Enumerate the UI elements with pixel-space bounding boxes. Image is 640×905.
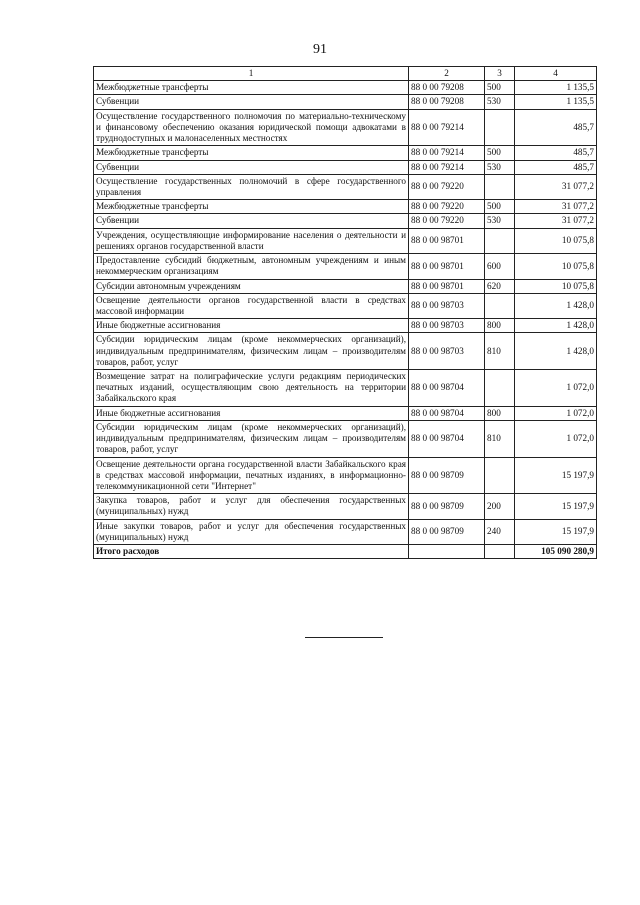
- total-code-cell: [409, 545, 485, 559]
- table-row: [94, 519, 597, 544]
- column-header-type: 3: [485, 67, 515, 81]
- row-code: 88 0 00 79214: [409, 109, 485, 146]
- row-code: 88 0 00 98701: [409, 279, 485, 293]
- row-type: 810: [485, 333, 515, 370]
- table-row: [94, 109, 597, 146]
- row-sum: 485,7: [515, 109, 597, 146]
- row-sum: 1 072,0: [515, 370, 597, 407]
- row-type: [485, 370, 515, 407]
- row-name: Иные бюджетные ассигнования: [94, 319, 409, 333]
- row-code: 88 0 00 98709: [409, 457, 485, 494]
- row-code: 88 0 00 79214: [409, 160, 485, 174]
- row-code: 88 0 00 98701: [409, 254, 485, 279]
- row-code: 88 0 00 79220: [409, 214, 485, 228]
- table-row: [94, 81, 597, 95]
- row-code: 88 0 00 98704: [409, 420, 485, 457]
- row-type: 620: [485, 279, 515, 293]
- row-name: Учреждения, осуществляющие информирование населения о деятельности и решениях органов государственной власти: [94, 228, 409, 253]
- row-code: 88 0 00 98704: [409, 406, 485, 420]
- row-name: Субсидии юридическим лицам (кроме некоммерческих организаций), индивидуальным предпринимателям, физическим лицам – производителям товаров, работ, услуг: [94, 420, 409, 457]
- closing-line: [305, 637, 383, 638]
- row-code: 88 0 00 79208: [409, 95, 485, 109]
- row-name: Предоставление субсидий бюджетным, автономным учреждениям и иным некоммерческим организациям: [94, 254, 409, 279]
- row-name: Осуществление государственных полномочий в сфере государственного управления: [94, 174, 409, 199]
- row-type: 200: [485, 494, 515, 519]
- row-name: Субвенции: [94, 214, 409, 228]
- table-row: [94, 254, 597, 279]
- row-type: [485, 109, 515, 146]
- table-row: [94, 293, 597, 318]
- row-code: 88 0 00 98703: [409, 319, 485, 333]
- row-sum: 10 075,8: [515, 228, 597, 253]
- row-type: 530: [485, 214, 515, 228]
- row-type: 530: [485, 160, 515, 174]
- row-code: 88 0 00 79220: [409, 174, 485, 199]
- row-sum: 15 197,9: [515, 494, 597, 519]
- total-type-cell: [485, 545, 515, 559]
- row-code: 88 0 00 98703: [409, 333, 485, 370]
- row-type: [485, 293, 515, 318]
- row-type: 500: [485, 81, 515, 95]
- table-row: [94, 160, 597, 174]
- row-code: 88 0 00 79214: [409, 146, 485, 160]
- page-number: 91: [313, 42, 327, 57]
- row-sum: 485,7: [515, 146, 597, 160]
- row-name: Субвенции: [94, 95, 409, 109]
- row-code: 88 0 00 98709: [409, 519, 485, 544]
- row-sum: 1 072,0: [515, 420, 597, 457]
- row-type: 500: [485, 200, 515, 214]
- row-sum: 31 077,2: [515, 200, 597, 214]
- total-sum: 105 090 280,9: [515, 545, 597, 559]
- table-header-row: [94, 67, 597, 81]
- table-row: [94, 174, 597, 199]
- row-name: Иные закупки товаров, работ и услуг для обеспечения государственных (муниципальных) нужд: [94, 519, 409, 544]
- table-row: [94, 279, 597, 293]
- table-row: [94, 214, 597, 228]
- table-row: [94, 457, 597, 494]
- table-row: [94, 95, 597, 109]
- table-row: [94, 319, 597, 333]
- row-name: Возмещение затрат на полиграфические услуги редакциям периодических печатных изданий, осуществляющим свою деятельность на территории Забайкальского края: [94, 370, 409, 407]
- row-sum: 15 197,9: [515, 519, 597, 544]
- budget-expenses-table: [93, 66, 597, 559]
- row-type: [485, 174, 515, 199]
- row-sum: 1 428,0: [515, 293, 597, 318]
- row-sum: 1 135,5: [515, 81, 597, 95]
- table-row: [94, 200, 597, 214]
- row-type: 600: [485, 254, 515, 279]
- column-header-code: 2: [409, 67, 485, 81]
- row-type: 810: [485, 420, 515, 457]
- total-label: Итого расходов: [94, 545, 409, 559]
- row-sum: 1 428,0: [515, 319, 597, 333]
- row-code: 88 0 00 79220: [409, 200, 485, 214]
- row-name: Осуществление государственного полномочия по материально-техническому и финансовому обеспечению оказания юридической помощи адвокатами в труднодоступных и малонаселенных местностях: [94, 109, 409, 146]
- row-code: 88 0 00 98704: [409, 370, 485, 407]
- row-name: Иные бюджетные ассигнования: [94, 406, 409, 420]
- row-sum: 31 077,2: [515, 174, 597, 199]
- row-type: 530: [485, 95, 515, 109]
- table-row: [94, 370, 597, 407]
- row-sum: 15 197,9: [515, 457, 597, 494]
- row-sum: 31 077,2: [515, 214, 597, 228]
- row-name: Освещение деятельности органа государственной власти Забайкальского края в средствах массовой информации, печатных изданиях, в информационно-телекоммуникационной сети "Интернет": [94, 457, 409, 494]
- row-name: Закупка товаров, работ и услуг для обеспечения государственных (муниципальных) нужд: [94, 494, 409, 519]
- row-sum: 10 075,8: [515, 254, 597, 279]
- row-code: 88 0 00 98701: [409, 228, 485, 253]
- row-name: Освещение деятельности органов государственной власти в средствах массовой информации: [94, 293, 409, 318]
- table-row: [94, 228, 597, 253]
- row-code: 88 0 00 98703: [409, 293, 485, 318]
- row-type: 500: [485, 146, 515, 160]
- row-code: 88 0 00 79208: [409, 81, 485, 95]
- row-type: 240: [485, 519, 515, 544]
- row-name: Субсидии юридическим лицам (кроме некоммерческих организаций), индивидуальным предпринимателям, физическим лицам – производителям товаров, работ, услуг: [94, 333, 409, 370]
- total-row: [94, 545, 597, 559]
- row-type: 800: [485, 319, 515, 333]
- row-type: [485, 228, 515, 253]
- table-row: [94, 494, 597, 519]
- row-sum: 1 072,0: [515, 406, 597, 420]
- table-row: [94, 333, 597, 370]
- row-name: Субсидии автономным учреждениям: [94, 279, 409, 293]
- table-row: [94, 146, 597, 160]
- row-name: Межбюджетные трансферты: [94, 146, 409, 160]
- row-sum: 1 135,5: [515, 95, 597, 109]
- row-sum: 10 075,8: [515, 279, 597, 293]
- row-type: 800: [485, 406, 515, 420]
- row-type: [485, 457, 515, 494]
- row-name: Межбюджетные трансферты: [94, 81, 409, 95]
- table-row: [94, 420, 597, 457]
- column-header-name: 1: [94, 67, 409, 81]
- row-sum: 1 428,0: [515, 333, 597, 370]
- row-name: Субвенции: [94, 160, 409, 174]
- row-code: 88 0 00 98709: [409, 494, 485, 519]
- row-name: Межбюджетные трансферты: [94, 200, 409, 214]
- column-header-sum: 4: [515, 67, 597, 81]
- row-sum: 485,7: [515, 160, 597, 174]
- table-row: [94, 406, 597, 420]
